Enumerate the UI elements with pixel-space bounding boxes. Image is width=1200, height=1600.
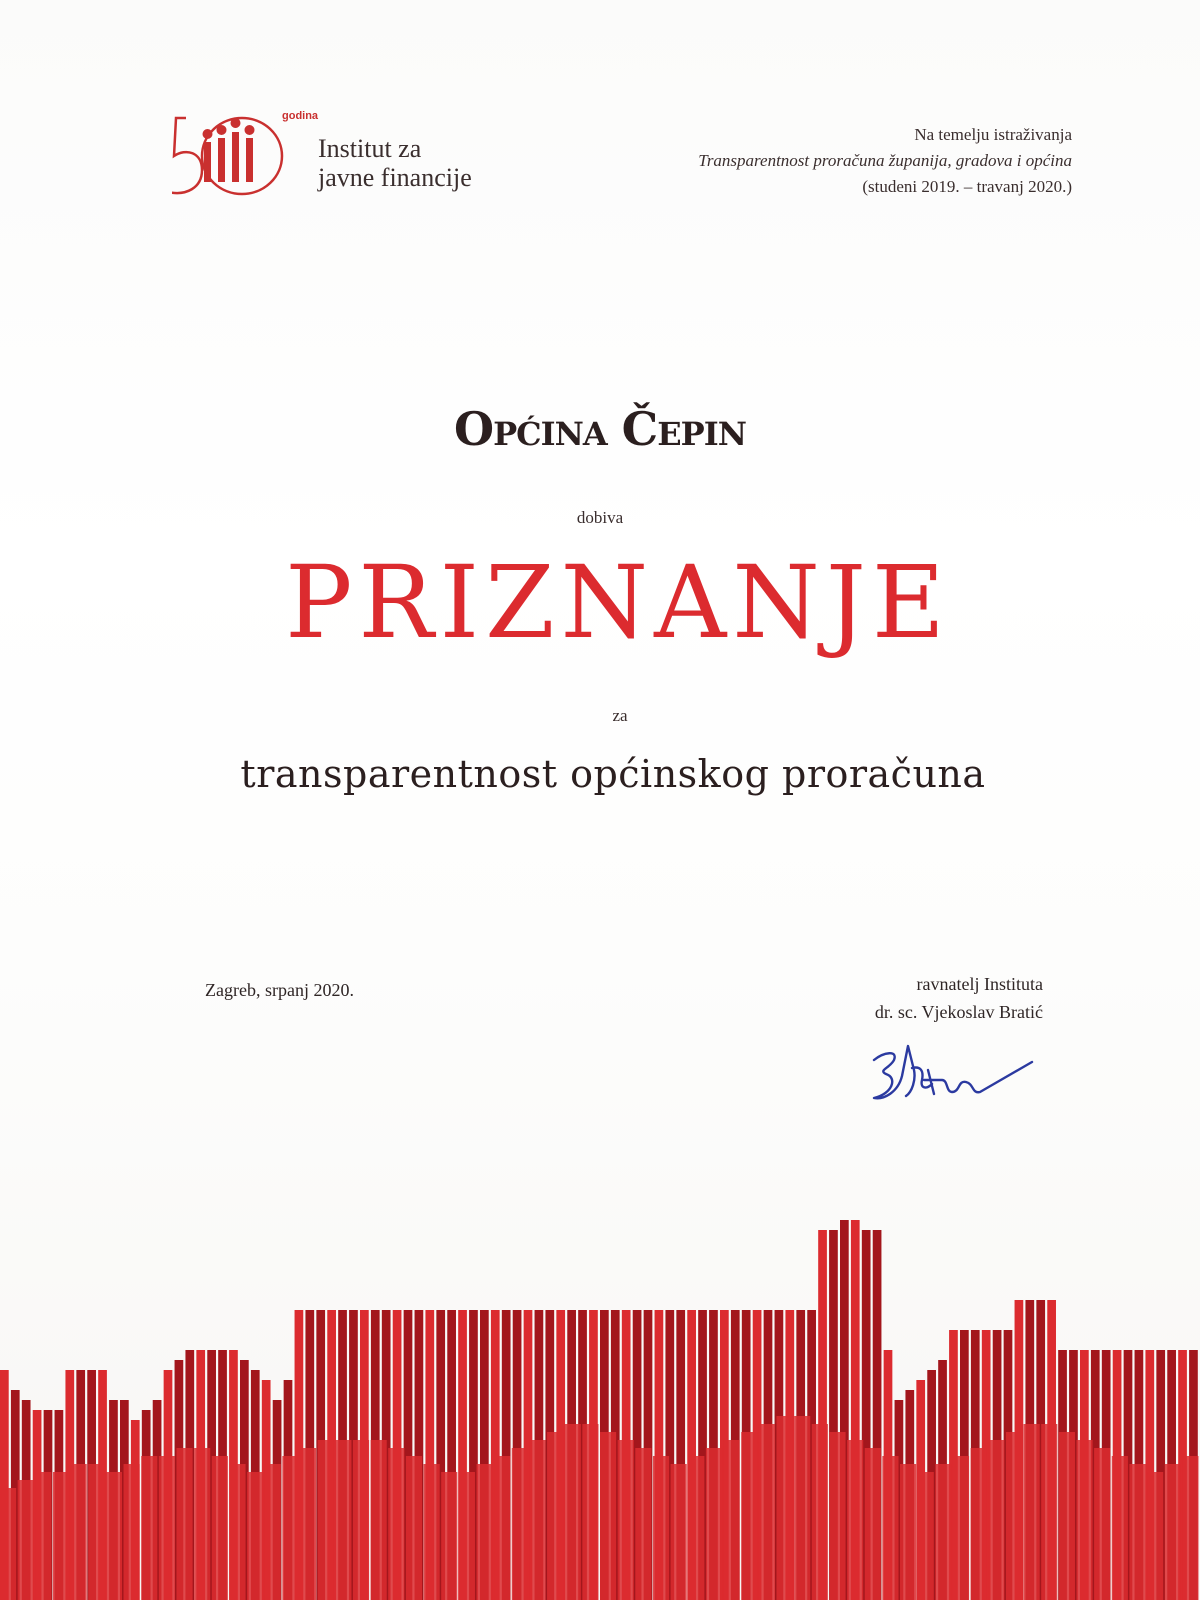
skyline-front-bar (141, 1456, 157, 1600)
skyline-front-bar (759, 1424, 775, 1600)
skyline-front-bar (935, 1464, 951, 1600)
skyline-front-bar (600, 1432, 616, 1600)
research-intro: Na temelju istraživanja (914, 125, 1072, 144)
skyline-front-bar (35, 1472, 51, 1600)
skyline-front-bar (1147, 1472, 1163, 1600)
skyline-front-bar (953, 1456, 969, 1600)
skyline-front-bar (1059, 1432, 1075, 1600)
skyline-front-bar (582, 1424, 598, 1600)
for-text: za (612, 706, 628, 725)
skyline-front-bar (106, 1472, 122, 1600)
award-title: PRIZNANJE (285, 544, 951, 661)
director-title: ravnatelj Instituta (916, 974, 1043, 994)
institute-logo (172, 108, 512, 208)
skyline-front-bar (1076, 1440, 1092, 1600)
award-purpose: transparentnost općinskog proračuna (240, 752, 986, 796)
skyline-front-bar (635, 1448, 651, 1600)
institute-name-line1: Institut za (318, 134, 422, 163)
skyline-front-bar (900, 1464, 916, 1600)
logo-godina-label: godina (282, 110, 319, 122)
recipient-name-text: Općina Čepin (454, 402, 746, 456)
skyline-front-bar (159, 1456, 175, 1600)
skyline-front-bar (1024, 1424, 1040, 1600)
skyline-front-bar (971, 1448, 987, 1600)
skyline-front-bar (124, 1464, 140, 1600)
skyline-front-bar (88, 1464, 104, 1600)
skyline-front-bar (688, 1456, 704, 1600)
place-date: Zagreb, srpanj 2020. (205, 980, 354, 1000)
skyline-front-bar (194, 1448, 210, 1600)
skyline-front-bar (512, 1448, 528, 1600)
research-reference (698, 122, 1072, 200)
skyline-front-bar (776, 1416, 792, 1600)
institute-name-line2: javne financije (318, 163, 472, 192)
skyline-front-bar (318, 1440, 334, 1600)
skyline-front-bar (18, 1480, 34, 1600)
research-title: Transparentnost proračuna županija, gradova i općina (698, 151, 1072, 170)
recipient-name (0, 402, 1200, 456)
skyline-front-bar (476, 1464, 492, 1600)
skyline-front-bar (494, 1456, 510, 1600)
skyline-front-bar (53, 1472, 69, 1600)
skyline-front-bar (0, 1488, 16, 1600)
skyline-front-bar (335, 1440, 351, 1600)
skyline-front-bar (618, 1440, 634, 1600)
skyline-front-bar (424, 1464, 440, 1600)
skyline-front-bar (459, 1472, 475, 1600)
research-period: (studeni 2019. – travanj 2020.) (862, 177, 1072, 196)
skyline-front-bar (547, 1432, 563, 1600)
skyline-front-bar (671, 1464, 687, 1600)
skyline-front-bar (918, 1472, 934, 1600)
signature-icon (868, 1040, 1038, 1120)
skyline-front-bar (847, 1440, 863, 1600)
skyline-front-bar (176, 1448, 192, 1600)
skyline-front-bar (229, 1464, 245, 1600)
skyline-front-bar (282, 1456, 298, 1600)
skyline-front-bar (371, 1440, 387, 1600)
skyline-front-bar (265, 1464, 281, 1600)
skyline-front-bar (653, 1456, 669, 1600)
skyline-front-bar (829, 1432, 845, 1600)
skyline-bars-decoration (0, 1200, 1200, 1600)
director-name: dr. sc. Vjekoslav Bratić (874, 1002, 1043, 1022)
skyline-front-bar (988, 1440, 1004, 1600)
skyline-front-bar (1006, 1432, 1022, 1600)
skyline-front-bar (1182, 1456, 1198, 1600)
skyline-front-bar (1112, 1456, 1128, 1600)
skyline-front-bar (1165, 1464, 1181, 1600)
skyline-front-bar (812, 1424, 828, 1600)
skyline-front-bar (247, 1472, 263, 1600)
skyline-front-bar (1129, 1464, 1145, 1600)
skyline-front-bar (565, 1424, 581, 1600)
skyline-front-bar (1041, 1424, 1057, 1600)
skyline-front-bar (741, 1432, 757, 1600)
skyline-front-bar (71, 1464, 87, 1600)
skyline-front-bar (353, 1440, 369, 1600)
skyline-front-bar (1094, 1448, 1110, 1600)
skyline-front-bar (388, 1448, 404, 1600)
skyline-front-bar (441, 1472, 457, 1600)
skyline-front-bar (794, 1416, 810, 1600)
skyline-front-bar (406, 1456, 422, 1600)
skyline-front-bar (724, 1440, 740, 1600)
institute-name (318, 134, 472, 192)
anniversary-50-logo-icon (172, 108, 292, 208)
receives-text: dobiva (576, 508, 624, 527)
skyline-front-bar (212, 1456, 228, 1600)
director-block (875, 970, 1043, 1026)
skyline-front-bar (882, 1456, 898, 1600)
skyline-front-bar (300, 1448, 316, 1600)
skyline-front-bar (865, 1448, 881, 1600)
skyline-front-bar (529, 1440, 545, 1600)
skyline-front-bar (706, 1448, 722, 1600)
